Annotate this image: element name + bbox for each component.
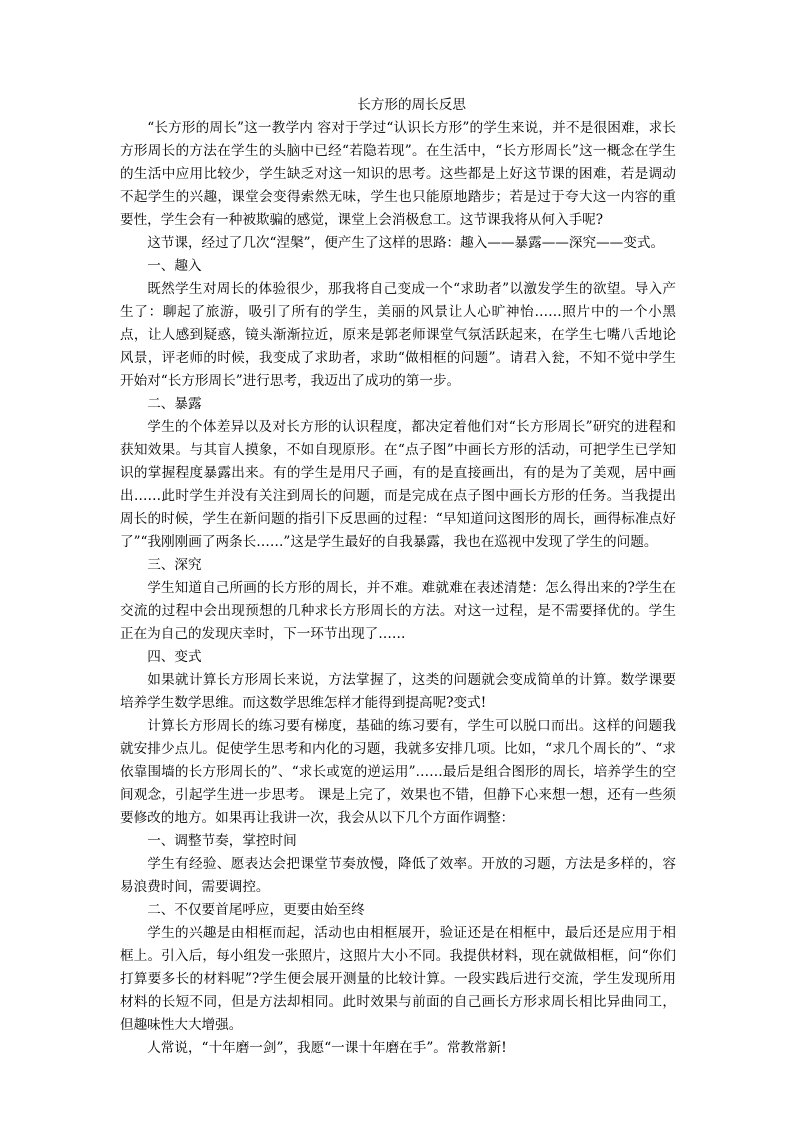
- document-title: 长方形的周长反思: [357, 97, 466, 113]
- section-heading-adjust-2: 二、不仅要首尾呼应，更要由始至终: [147, 902, 365, 918]
- section-heading-shenjiu: 三、深究: [147, 557, 202, 573]
- section-heading-adjust-1: 一、调整节奏，掌控时间: [147, 833, 297, 849]
- paragraph-adjust-1: 学生有经验、愿表达会把课堂节奏放慢，降低了效率。开放的习题，方法是多样的，容易浪费时间，需要调控。: [120, 856, 676, 895]
- section-heading-quru: 一、趣入: [147, 258, 202, 274]
- paragraph-intro: “长方形的周长”这一教学内 容对于学过“认识长方形”的学生来说，并不是很困难，求长方形周长的方法在学生的头脑中已经“若隐若现”。在生活中，“长方形周长”这一概念在学生的生活中应用比较少，学生缺乏对这一知识的思考。这些都是上好这节课的困难，若是调动不起学生的兴趣，课堂会变得索然无味，学生也只能原地踏步；若是过于夸大这一内容的重要性，学生会有一种被欺骗的感觉，课堂上会消极怠工。这节课我将从何入手呢?: [120, 120, 676, 228]
- paragraph-adjust-2: 学生的兴趣是由相框而起，活动也由相框展开，验证还是在相框中，最后还是应用于相框上。引入后，每小组发一张照片，这照片大小不同。我提供材料，现在就做相框，问“你们打算要多长的材料呢”?学生便会展开测量的比较计算。一段实践后进行交流，学生发现所用材料的长短不同，但是方法却相同。此时效果与前面的自己画长方形求周长相比异曲同工，但趣味性大大增强。: [120, 925, 676, 1033]
- section-heading-bianshi: 四、变式: [147, 649, 202, 665]
- paragraph-bianshi-1: 如果就计算长方形周长来说，方法掌握了，这类的问题就会变成简单的计算。数学课要培养学生数学思维。而这数学思维怎样才能得到提高呢?变式!: [120, 672, 676, 711]
- document-page: [120, 94, 676, 1060]
- section-heading-baolu: 二、暴露: [147, 396, 202, 412]
- paragraph-conclusion: 人常说，“十年磨一剑”，我愿“一课十年磨在手”。常教常新!: [147, 1040, 507, 1056]
- paragraph-bianshi-2: 计算长方形周长的练习要有梯度，基础的练习要有，学生可以脱口而出。这样的问题我就安排少点儿。促使学生思考和内化的习题，我就多安排几项。比如，“求几个周长的”、“求依靠围墙的长方形周长的”、“求长或宽的逆运用”……最后是组合图形的周长，培养学生的空间观念，引起学生进一步思考。 课是上完了，效果也不错，但静下心来想一想，还有一些须要修改的地方。如果再让我讲一次，我会从以下几个方面作调整：: [120, 718, 676, 826]
- paragraph-quru: 既然学生对周长的体验很少，那我将自己变成一个“求助者”以激发学生的欲望。导入产生了：聊起了旅游，吸引了所有的学生，美丽的风景让人心旷神怡……照片中的一个小黑点，让人感到疑惑，镜头渐渐拉近，原来是郭老师课堂气氛活跃起来，在学生七嘴八舌地论风景，评老师的时候，我变成了求助者，求助“做相框的问题”。请君入瓮，不知不觉中学生开始对“长方形周长”进行思考，我迈出了成功的第一步。: [120, 281, 676, 389]
- paragraph-baolu: 学生的个体差异以及对长方形的认识程度，都决定着他们对“长方形周长”研究的进程和获知效果。与其盲人摸象，不如自现原形。在“点子图”中画长方形的活动，可把学生已学知识的掌握程度暴露出来。有的学生是用尺子画，有的是直接画出，有的是为了美观，居中画出……此时学生并没有关注到周长的问题，而是完成在点子图中画长方形的任务。当我提出周长的时候，学生在新问题的指引下反思画的过程：“早知道问这图形的周长，画得标准点好了”“我刚刚画了两条长……”这是学生最好的自我暴露，我也在巡视中发现了学生的问题。: [120, 419, 676, 550]
- paragraph-approach: 这节课，经过了几次“涅槃”，便产生了这样的思路：趣入——暴露——深究——变式。: [147, 235, 665, 251]
- paragraph-shenjiu: 学生知道自己所画的长方形的周长，并不难。难就难在表述清楚：怎么得出来的?学生在交流的过程中会出现预想的几种求长方形周长的方法。对这一过程，是不需要择优的。学生正在为自己的发现庆幸时，下一环节出现了……: [120, 580, 676, 642]
